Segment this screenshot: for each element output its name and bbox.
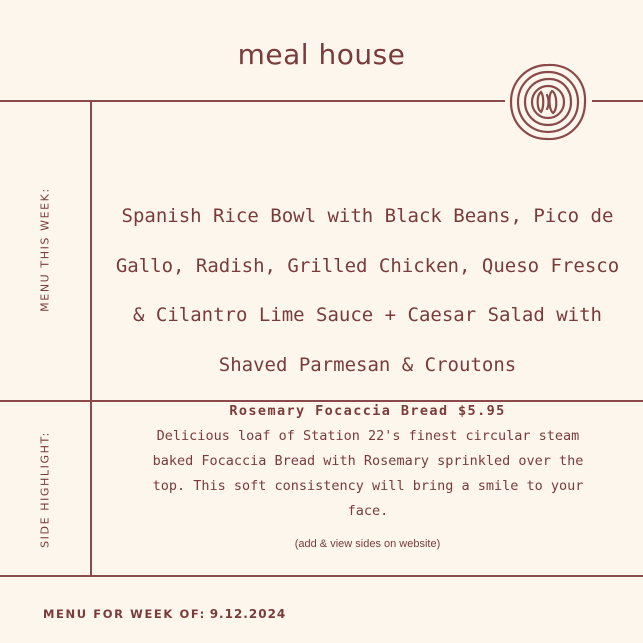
side-title: Rosemary Focaccia Bread $5.95 [229, 403, 506, 419]
side-description-line: top. This soft consistency will bring a smile to your [152, 478, 584, 494]
divider-bottom [0, 575, 643, 577]
divider-middle [0, 400, 643, 402]
brand-title: meal house [237, 38, 406, 71]
side-description-line: baked Focaccia Bread with Rosemary sprinkled over the [152, 453, 584, 469]
menu-line: Gallo, Radish, Grilled Chicken, Queso Fresco [115, 254, 620, 277]
week-footer [43, 607, 286, 621]
menu-line: & Cilantro Lime Sauce + Caesar Salad with [133, 304, 602, 326]
onion-slice-logo-icon [508, 62, 588, 142]
divider-top-left [0, 100, 505, 102]
side-description [100, 424, 636, 524]
week-date: 9.12.2024 [209, 607, 287, 621]
side-section-label: SIDE HIGHLIGHT: [38, 431, 52, 548]
menu-description [92, 192, 643, 390]
week-label: MENU FOR WEEK OF: [43, 607, 206, 621]
divider-top-right [592, 100, 643, 102]
menu-section-label: MENU THIS WEEK: [38, 187, 52, 312]
menu-line: Shaved Parmesan & Croutons [218, 353, 517, 376]
side-description-line: Delicious loaf of Station 22's finest circular steam [156, 428, 580, 444]
menu-line: Spanish Rice Bowl with Black Beans, Pico de [121, 205, 614, 227]
website-note: (add & view sides on website) [294, 538, 441, 550]
side-description-line: face. [347, 503, 389, 519]
